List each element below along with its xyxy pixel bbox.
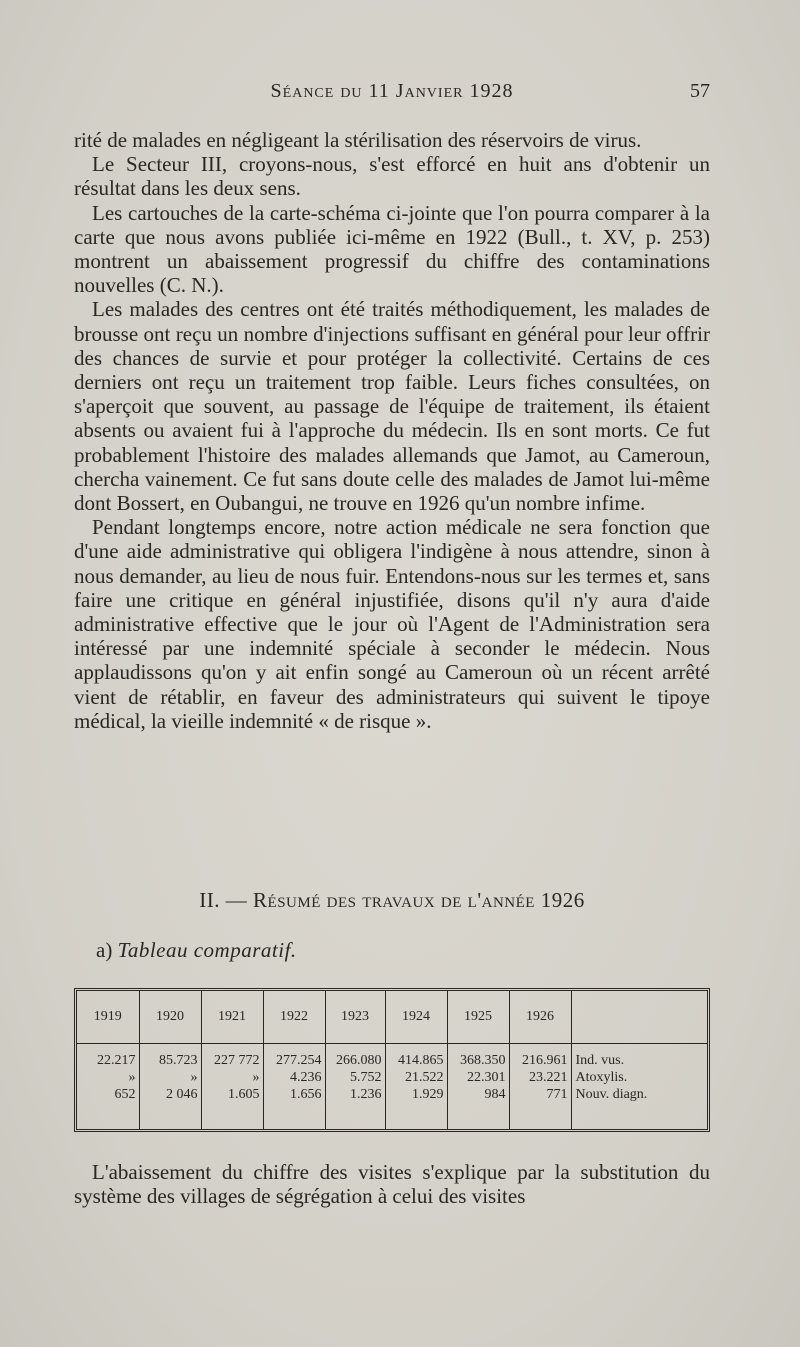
table-cell: 368.350 22.301 984: [447, 1044, 509, 1130]
table-cell: 277.254 4.236 1.656: [263, 1044, 325, 1130]
running-head: Séance du 11 Janvier 1928: [270, 80, 514, 102]
paragraph-4: Les malades des centres ont été traités méthodiquement, les malades de brousse ont reçu un nombre d'injections suffisant en général pour leur offrir des chances de survie et pour protéger la collectivité. Certains de ces derniers ont reçu un traitement trop faible. Leurs fiches consultées, on s'aperçoit que souvent, au passage de l'équipe de traitement, ils étaient absents ou avaient fui à l'approche du médecin. Ils en sont morts. Ce fut probablement l'histoire des malades allemands que Jamot, au Cameroun, chercha vainement. Ce fut sans doute celle des malades de Jamot lui-même dont Bossert, en Oubangui, ne trouve en 1926 qu'un nombre infime.: [74, 297, 710, 516]
year-header: 1924: [385, 991, 447, 1044]
page-header: [74, 76, 710, 108]
year-header: 1922: [263, 991, 325, 1044]
year-header: 1926: [509, 991, 571, 1044]
year-header: 1923: [325, 991, 385, 1044]
paragraph-5: Pendant longtemps encore, notre action médicale ne sera fonction que d'une aide administrative qui obligera l'indigène à nous attendre, sinon à nous demander, au lieu de nous fuir. Entendons-nous sur les termes et, sans faire une critique en général injustifiée, disons qu'il n'y aura d'aide administrative effective que le jour où l'Agent de l'Administration sera intéressé par une indemnité spéciale à seconder le médecin. Nous applaudissons qu'on y ait enfin songé au Cameroun où un récent arrêté vient de rétablir, en faveur des administrateurs qui suivent le tipoye médical, la vieille indemnité « de risque ».: [74, 515, 710, 733]
subheading: [96, 938, 297, 963]
row-labels: Ind. vus. Atoxylis. Nouv. diagn.: [575, 1053, 648, 1102]
section-heading: II. — Résumé des travaux de l'année 1926: [199, 888, 585, 912]
year-header: 1921: [201, 991, 263, 1044]
table-cell: 22.217 » 652: [77, 1044, 139, 1130]
bottom-text: [74, 1160, 710, 1208]
paragraph-2: Le Secteur III, croyons-nous, s'est efforcé en huit ans d'obtenir un résultat dans les deux sens.: [74, 152, 710, 201]
body-text: [74, 128, 710, 733]
paragraph-1: rité de malades en négligeant la stérilisation des réservoirs de virus.: [74, 128, 642, 152]
subheading-prefix: a): [96, 938, 113, 962]
subheading-title: Tableau comparatif.: [117, 938, 297, 962]
year-header: 1925: [447, 991, 509, 1044]
table-header-row: [77, 991, 707, 1044]
paragraph-6: L'abaissement du chiffre des visites s'explique par la substitution du système des villages de ségrégation à celui des visites: [74, 1160, 710, 1209]
label-header: [571, 991, 707, 1044]
paragraph-3: Les cartouches de la carte-schéma ci-jointe que l'on pourra comparer à la carte que nous avons publiée ici-même en 1922 (Bull., t. XV, p. 253) montrent un abaissement progressif du chiffre des contaminations nouvelles (C. N.).: [74, 200, 710, 298]
table-cell: 227 772 » 1.605: [201, 1044, 263, 1130]
year-header: 1919: [77, 991, 139, 1044]
page-number: 57: [690, 80, 710, 102]
table-cell: 85.723 » 2 046: [139, 1044, 201, 1130]
table-data-row: [77, 1044, 707, 1130]
table-cell: 414.865 21.522 1.929: [385, 1044, 447, 1130]
table-cell: 266.080 5.752 1.236: [325, 1044, 385, 1130]
comparative-table: [74, 988, 710, 1132]
year-header: 1920: [139, 991, 201, 1044]
table-cell: 216.961 23.221 771: [509, 1044, 571, 1130]
